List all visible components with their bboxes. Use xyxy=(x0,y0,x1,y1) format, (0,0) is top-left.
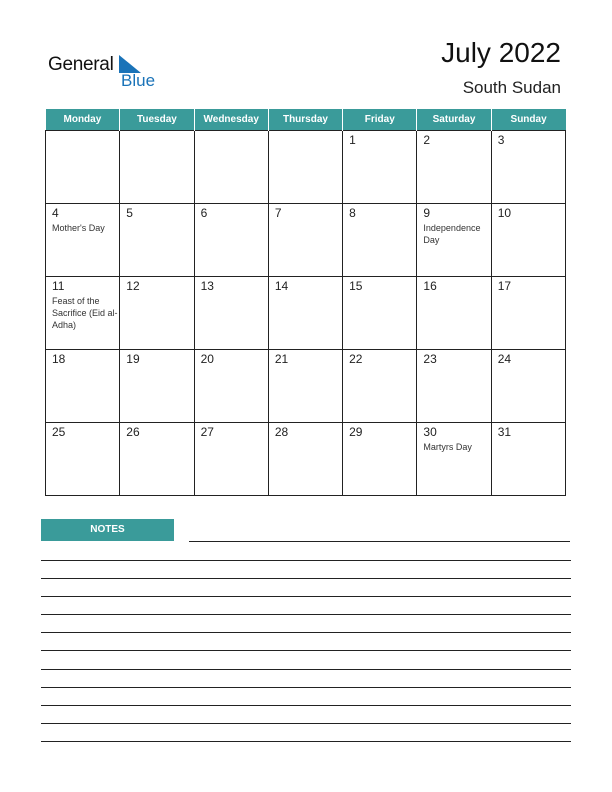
day-cell xyxy=(120,423,194,496)
day-number: 14 xyxy=(274,279,289,293)
day-event: Independence Day xyxy=(423,223,481,245)
notes-line xyxy=(41,687,571,688)
day-number: 27 xyxy=(200,425,214,439)
day-cell xyxy=(491,277,565,350)
day-cell xyxy=(343,277,417,350)
notes-line xyxy=(41,741,571,742)
day-cell xyxy=(194,204,268,277)
day-cell xyxy=(417,131,491,204)
notes-line xyxy=(41,723,571,724)
day-cell xyxy=(120,131,194,204)
week-row xyxy=(46,423,566,496)
day-cell xyxy=(268,277,342,350)
day-event: Martyrs Day xyxy=(423,442,472,452)
notes-line xyxy=(41,650,571,651)
day-cell xyxy=(417,423,491,496)
day-cell xyxy=(120,204,194,277)
day-cell xyxy=(46,204,120,277)
day-cell xyxy=(268,131,342,204)
day-cell xyxy=(417,350,491,423)
day-number: 24 xyxy=(497,352,512,366)
day-number: 9 xyxy=(423,206,431,220)
day-number: 7 xyxy=(274,206,282,220)
day-number: 31 xyxy=(497,425,512,439)
brand-logo xyxy=(48,52,158,92)
week-row xyxy=(46,350,566,423)
day-number: 23 xyxy=(423,352,437,366)
day-number: 6 xyxy=(200,206,208,220)
day-cell xyxy=(46,277,120,350)
notes-line xyxy=(41,632,571,633)
day-cell xyxy=(268,350,342,423)
day-number: 16 xyxy=(423,279,437,293)
calendar-title: July 2022 xyxy=(441,37,561,68)
day-number: 30 xyxy=(423,425,437,439)
day-number: 26 xyxy=(126,425,140,439)
day-cell xyxy=(120,350,194,423)
week-row xyxy=(46,277,566,350)
weekday-thursday: Thursday xyxy=(268,109,342,131)
notes-line xyxy=(41,578,571,579)
day-cell xyxy=(268,423,342,496)
day-cell xyxy=(194,131,268,204)
day-event: Feast of the Sacrifice (Eid al-Adha) xyxy=(52,296,118,330)
weekday-tuesday: Tuesday xyxy=(120,109,194,131)
day-number: 2 xyxy=(423,133,431,147)
day-event: Mother's Day xyxy=(52,223,105,233)
weekday-friday: Friday xyxy=(343,109,417,131)
notes-label: NOTES xyxy=(41,519,174,541)
day-number: 12 xyxy=(126,279,140,293)
notes-line xyxy=(41,669,571,670)
weekday-monday: Monday xyxy=(46,109,120,131)
week-row xyxy=(46,131,566,204)
day-number: 1 xyxy=(349,133,356,147)
weekday-saturday: Saturday xyxy=(417,109,491,131)
calendar-grid xyxy=(45,109,566,496)
day-cell xyxy=(120,277,194,350)
day-number: 20 xyxy=(200,352,214,366)
day-number: 28 xyxy=(274,425,289,439)
brand-general-text: General xyxy=(48,54,114,75)
brand-blue-text: Blue xyxy=(121,71,156,90)
day-cell xyxy=(343,204,417,277)
day-number: 10 xyxy=(497,206,512,220)
day-number: 25 xyxy=(52,425,66,439)
notes-line xyxy=(189,541,570,542)
day-cell xyxy=(491,423,565,496)
day-number: 8 xyxy=(349,206,356,220)
day-number: 19 xyxy=(126,352,140,366)
weekday-sunday: Sunday xyxy=(491,109,565,131)
day-cell xyxy=(46,423,120,496)
calendar-country: South Sudan xyxy=(462,78,561,97)
day-number: 18 xyxy=(52,352,66,366)
day-cell xyxy=(343,350,417,423)
weekday-wednesday: Wednesday xyxy=(194,109,268,131)
day-number: 15 xyxy=(349,279,363,293)
day-cell xyxy=(491,131,565,204)
day-number: 29 xyxy=(349,425,363,439)
day-number: 5 xyxy=(126,206,133,220)
day-cell xyxy=(268,204,342,277)
notes-line xyxy=(41,705,571,706)
day-cell xyxy=(194,350,268,423)
day-number: 17 xyxy=(497,279,512,293)
notes-line xyxy=(41,560,571,561)
day-number: 11 xyxy=(52,279,65,293)
day-cell xyxy=(46,350,120,423)
day-cell xyxy=(491,204,565,277)
day-cell xyxy=(417,277,491,350)
day-number: 3 xyxy=(497,133,505,147)
day-cell xyxy=(46,131,120,204)
day-number: 22 xyxy=(349,352,363,366)
day-cell xyxy=(194,423,268,496)
week-row xyxy=(46,204,566,277)
day-cell xyxy=(194,277,268,350)
day-number: 13 xyxy=(200,279,214,293)
day-cell xyxy=(343,131,417,204)
notes-line xyxy=(41,614,571,615)
day-number: 21 xyxy=(274,352,289,366)
notes-line xyxy=(41,596,571,597)
day-number: 4 xyxy=(52,206,59,220)
day-cell xyxy=(417,204,491,277)
day-cell xyxy=(491,350,565,423)
day-cell xyxy=(343,423,417,496)
weekday-header-row xyxy=(46,109,566,131)
